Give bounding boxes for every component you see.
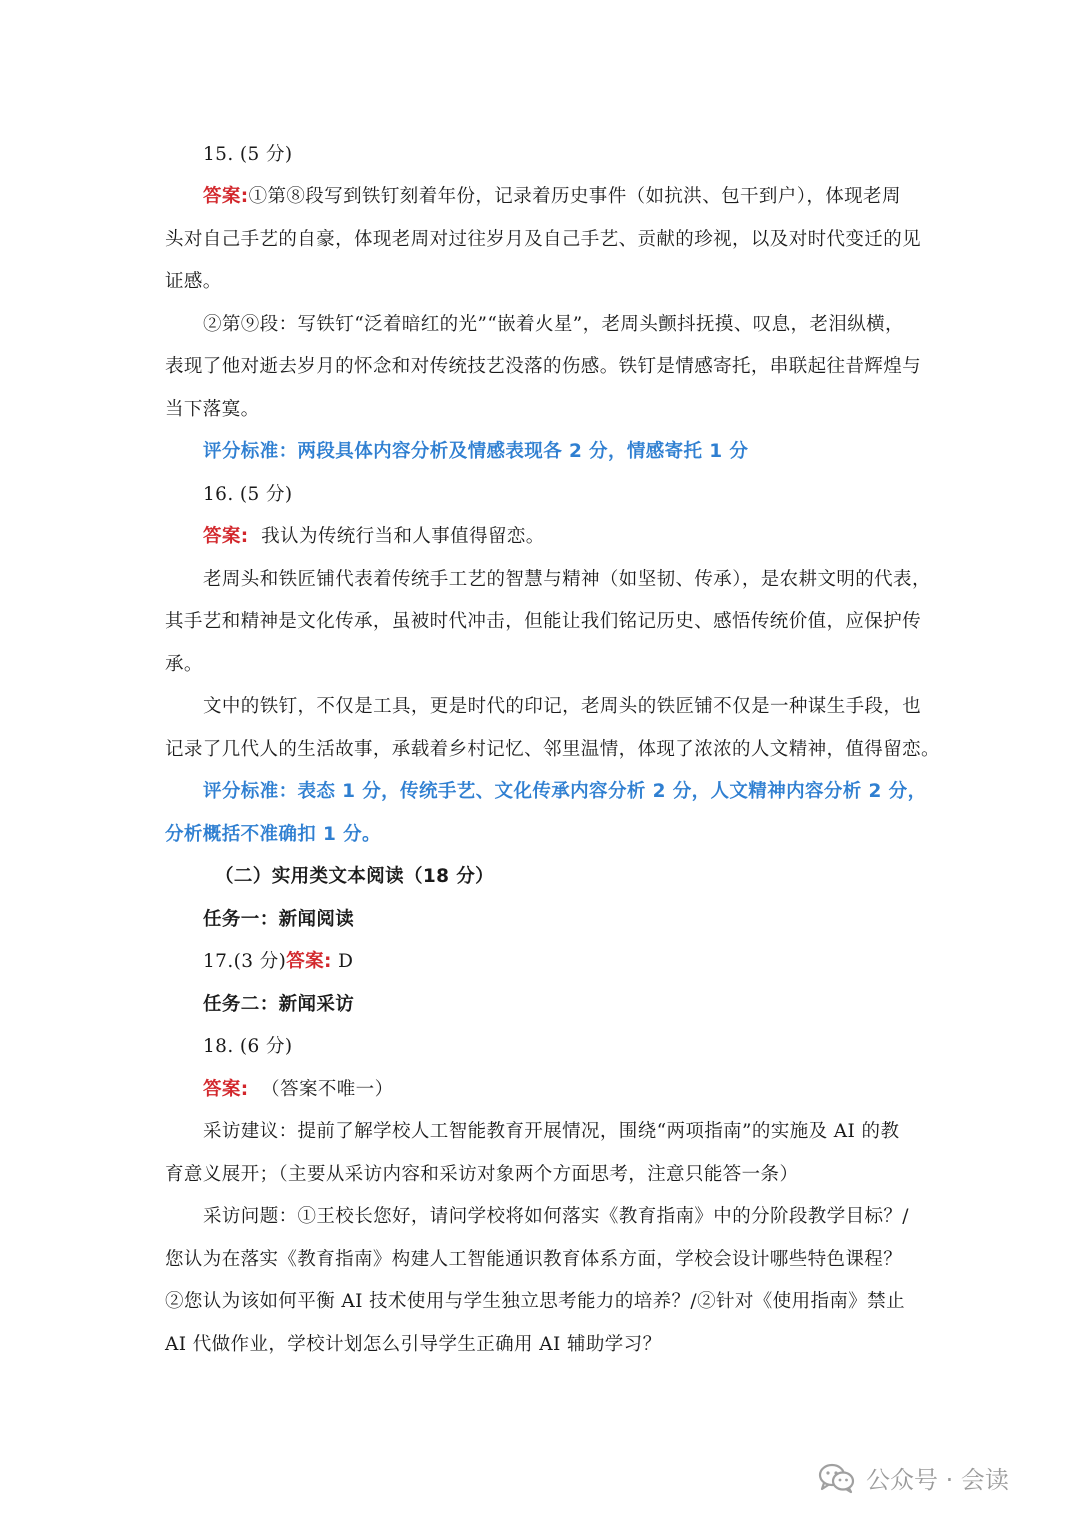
q15-answer-line <box>203 182 901 212</box>
interview-suggestion-line1: 采访建议：提前了解学校人工智能教育开展情况，围绕“两项指南”的实施及 AI 的教 <box>203 1121 900 1142</box>
task1-heading: 任务一：新闻阅读 <box>203 909 355 930</box>
interview-question-line4: AI 代做作业，学校计划怎么引导学生正确用 AI 辅助学习？ <box>165 1334 662 1355</box>
q18-answer-line <box>203 1075 393 1105</box>
answer-label: 答案: <box>203 186 249 207</box>
interview-question-line2: 您认为在落实《教育指南》构建人工智能通识教育体系方面，学校会设计哪些特色课程？ <box>165 1249 903 1270</box>
q16-p2-line2: 记录了几代人的生活故事，承载着乡村记忆、邻里温情，体现了浓浓的人文精神，值得留恋。 <box>165 739 940 760</box>
q16-score-criteria-line1: 评分标准：表态 1 分，传统手艺、文化传承内容分析 2 分，人文精神内容分析 2 分， <box>203 781 927 802</box>
interview-question-line1: 采访问题：①王校长您好，请问学校将如何落实《教育指南》中的分阶段教学目标？/ <box>203 1206 909 1227</box>
wechat-icon <box>818 1462 856 1494</box>
q15-p2-line1: ②第⑨段：写铁钉“泛着暗红的光”“嵌着火星”，老周头颤抖抚摸、叹息，老泪纵横， <box>203 314 904 335</box>
q17-prefix: 17.(3 分) <box>203 951 287 972</box>
watermark <box>818 1460 1009 1495</box>
interview-suggestion-line2: 育意义展开；（主要从采访内容和采访对象两个方面思考，注意只能答一条） <box>165 1164 799 1185</box>
task2-heading: 任务二：新闻采访 <box>203 994 355 1015</box>
section-title: （二）实用类文本阅读（18 分） <box>215 866 495 887</box>
q15-p1-line1: ①第⑧段写到铁钉刻着年份，记录着历史事件（如抗洪、包干到户），体现老周 <box>248 186 901 207</box>
q16-p2-line1: 文中的铁钉，不仅是工具，更是时代的印记，老周头的铁匠铺不仅是一种谋生手段，也 <box>203 696 922 717</box>
q16-p1-line2: 其手艺和精神是文化传承，虽被时代冲击，但能让我们铭记历史、感悟传统价值，应保护传 <box>165 611 922 632</box>
answer-label: 答案: <box>203 1079 249 1100</box>
q15-score-criteria: 评分标准：两段具体内容分析及情感表现各 2 分，情感寄托 1 分 <box>203 441 749 462</box>
q16-answer-line <box>203 522 545 552</box>
q15-p2-line3: 当下落寞。 <box>165 399 260 420</box>
answer-label: 答案: <box>203 526 249 547</box>
q18-header: 18. (6 分) <box>203 1036 293 1057</box>
q17-line <box>203 947 353 977</box>
q16-p1-line1: 老周头和铁匠铺代表着传统手工艺的智慧与精神（如坚韧、传承），是农耕文明的代表， <box>203 569 931 590</box>
q16-header: 16. (5 分) <box>203 484 293 505</box>
q15-p1-line3: 证感。 <box>165 271 222 292</box>
q15-header: 15. (5 分) <box>203 144 293 165</box>
interview-question-line3: ②您认为该如何平衡 AI 技术使用与学生独立思考能力的培养？/②针对《使用指南》禁止 <box>165 1291 905 1312</box>
q16-p1-line3: 承。 <box>165 654 203 675</box>
q16-score-criteria-line2: 分析概括不准确扣 1 分。 <box>165 824 381 845</box>
q17-answer: D <box>338 951 354 972</box>
q15-p1-line2: 头对自己手艺的自豪，体现老周对过往岁月及自己手艺、贡献的珍视，以及对时代变迁的见 <box>165 229 922 250</box>
answer-label: 答案: <box>286 951 332 972</box>
q15-p2-line2: 表现了他对逝去岁月的怀念和对传统技艺没落的伤感。铁钉是情感寄托，串联起往昔辉煌与 <box>165 356 922 377</box>
watermark-text: 公众号 · 会读 <box>866 1466 1009 1494</box>
q16-answer-text: 我认为传统行当和人事值得留恋。 <box>261 526 545 547</box>
q18-answer-note: （答案不唯一） <box>261 1079 394 1100</box>
